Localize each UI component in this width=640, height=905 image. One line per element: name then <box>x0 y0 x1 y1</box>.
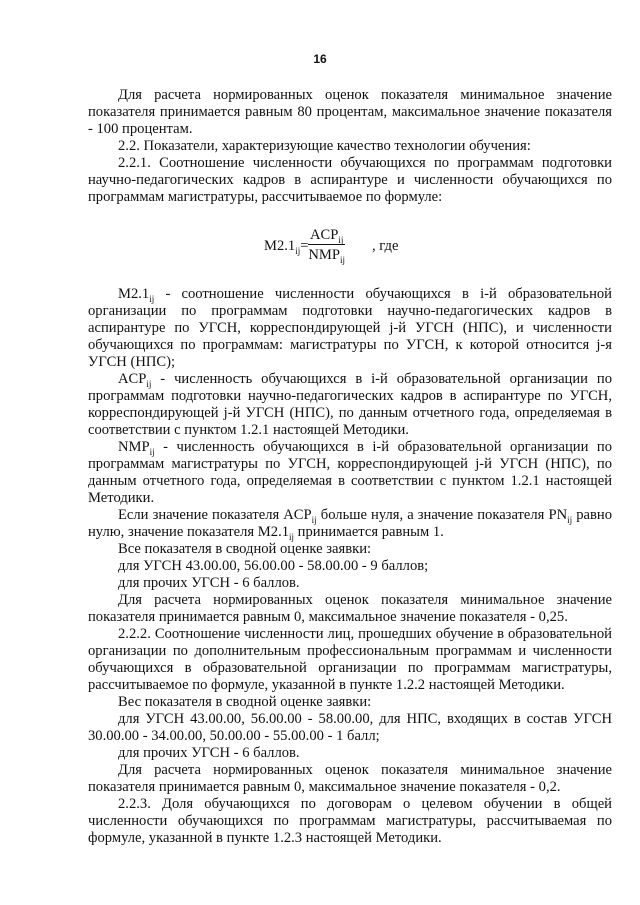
formula-where: , где <box>372 238 399 254</box>
formula-lhs: $M2.1_{ij}=$ <box>264 238 309 256</box>
definition-acp: $ACP_{ij}$ - численность обучающихся в i-й образовательной организации по программам подготовки научно-педагогических кадров в аспирантуре по УГСН, корреспондирующей j-й УГСН (НПС), по данным отчетного года, определяемая в соответствии с пунктом 1.2.1 настоящей Методики. <box>88 371 612 438</box>
definition-nmp: $NMP_{ij}$ - численность обучающихся в i-й образовательной организации по программам магистратуры по УГСН, корреспондирующей j-й УГСН (НПС), по данным отчетного года, определяемая в соответствии с пунктом 1.2.1 настоящей Методики. <box>88 439 612 506</box>
weight-2-line-2: для прочих УГСН - 6 баллов. <box>118 745 300 761</box>
formula-fraction <box>308 226 345 265</box>
weight-1-title: Все показателя в сводной оценке заявки: <box>118 541 372 557</box>
weight-2-line-1: для УГСН 43.00.00, 56.00.00 - 58.00.00, для НПС, входящих в состав УГСН 30.00.00 - 34.00.00, 50.00.00 - 55.00.00 - 1 балл; <box>88 711 612 744</box>
weight-2-title: Вес показателя в сводной оценке заявки: <box>118 694 372 710</box>
normalization-2: Для расчета нормированных оценок показателя минимальное значение показателя принимается равным 0, максимальное значение показателя - 0,2. <box>88 762 612 795</box>
section-2-2-2-text: 2.2.2. Соотношение численности лиц, прошедших обучение в образовательной организации по дополнительным профессиональным программам и численности обучающихся в образовательной организации по программам магистратуры, рассчитываемое по формуле, указанной в пункте 1.2.2 настоящей Методики. <box>88 626 612 693</box>
formula-m2-1 <box>88 226 612 266</box>
weight-1-line-1: для УГСН 43.00.00, 56.00.00 - 58.00.00 - 9 баллов; <box>118 558 429 574</box>
section-2-2-heading: 2.2. Показатели, характеризующие качество технологии обучения: <box>118 138 531 154</box>
condition-paragraph: Если значение показателя $ACP_{ij}$ больше нуля, а значение показателя $PN_{ij}$ равно нулю, значение показателя $M2.1_{ij}$ принимается равным 1. <box>88 507 613 542</box>
formula-denominator: $NMP_{ij}$ <box>308 247 346 265</box>
formula-numerator: $ACP_{ij}$ <box>310 227 344 245</box>
section-2-2-1-text: 2.2.1. Соотношение численности обучающихся по программам подготовки научно-педагогических кадров в аспирантуре и численности обучающихся по программам магистратуры, рассчитываемое по формуле: <box>88 155 612 205</box>
section-2-2-3-text: 2.2.3. Доля обучающихся по договорам о целевом обучении в общей численности обучающихся по программам магистратуры, рассчитываемая по формуле, указанной в пункте 1.2.3 настоящей Методики. <box>88 796 612 846</box>
paragraph-norm-intro: Для расчета нормированных оценок показателя минимальное значение показателя принимается равным 80 процентам, максимальное значение показателя - 100 процентам. <box>88 87 612 137</box>
weight-1-line-2: для прочих УГСН - 6 баллов. <box>118 575 300 591</box>
page-number: 16 <box>313 52 327 66</box>
normalization-1: Для расчета нормированных оценок показателя минимальное значение показателя принимается равным 0, максимальное значение показателя - 0,25. <box>88 592 612 625</box>
document-body <box>88 87 612 847</box>
definition-m2-1: $M2.1_{ij}$ - соотношение численности обучающихся в i-й образовательной организации по программам подготовки научно-педагогических кадров в аспирантуре по УГСН, корреспондирующей j-й УГСН (НПС), и численности обучающихся по программам: магистратуры по УГСН, к которой относится j-я УГСН (НПС); <box>88 286 612 370</box>
